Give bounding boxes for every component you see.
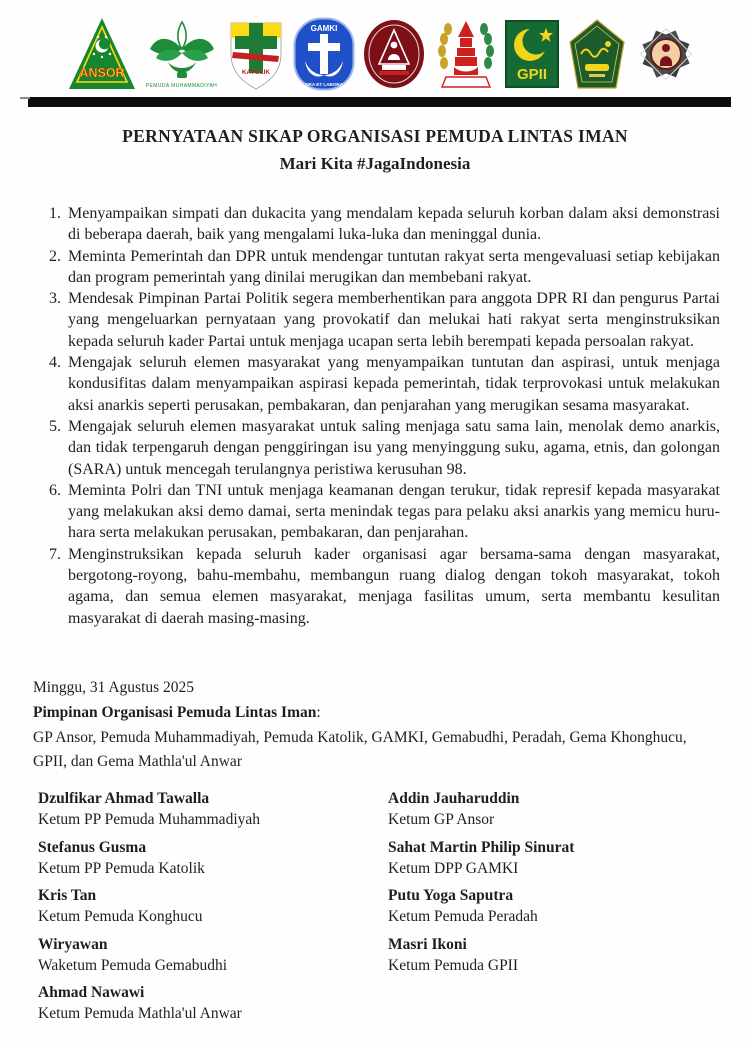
signatory-title: Ketum DPP GAMKI (388, 859, 519, 877)
signatory-title: Ketum Pemuda GPII (388, 956, 519, 974)
gpii-icon (505, 20, 559, 88)
pemuda-katolik-logo (227, 18, 285, 90)
statement-item-6: 6. Meminta Polri dan TNI untuk menjaga keamanan dengan terukur, tidak represif kepada masyarakat yang melakukan aksi demo damai, serta menindak tegas para pelaku aksi anarkis yang memicu huru-hara serta melakukan perusakan, pembakaran, dan penjarahan. (65, 480, 720, 544)
gemabudhi-icon (362, 18, 426, 90)
signatory-entry (38, 982, 388, 1024)
gema-mathlaul-anwar-logo (567, 18, 627, 90)
signatory-entry (388, 934, 710, 976)
signatory-name: Kris Tan (38, 887, 97, 904)
signatory-title: Waketum Pemuda Gemabudhi (38, 956, 228, 974)
gema-khonghucu-logo (634, 19, 698, 89)
gema-khonghucu-icon (634, 19, 698, 89)
signatory-entry (388, 788, 710, 830)
organization-list: GP Ansor, Pemuda Muhammadiyah, Pemuda Katolik, GAMKI, Gemabudhi, Peradah, Gema Khonghucu, GPII, dan Gema Mathla'ul Anwar (33, 729, 687, 770)
gpii-logo (505, 20, 559, 88)
peradah-logo (434, 17, 498, 91)
signatures-section (38, 788, 710, 1031)
page-title: PERNYATAAN SIKAP ORGANISASI PEMUDA LINTAS IMAN (122, 126, 628, 146)
signatory-name: Putu Yoga Saputra (388, 887, 514, 904)
gp-ansor-icon (68, 16, 136, 92)
statement-item-1: 1. Menyampaikan simpati dan dukacita yang mendalam kepada seluruh korban dalam aksi demonstrasi di beberapa daerah, baik yang mengalami luka-luka dan meninggal dunia. (65, 203, 720, 246)
pemuda-muhammadiyah-icon (144, 20, 220, 82)
statement-list (34, 203, 720, 629)
svg-text:GAMKI: GAMKI (310, 24, 337, 33)
leadership-heading: Pimpinan Organisasi Pemuda Lintas Iman (33, 704, 317, 721)
svg-text:KATOLIK: KATOLIK (241, 69, 271, 76)
signatory-name: Masri Ikoni (388, 935, 467, 953)
signatory-name: Ahmad Nawawi (38, 984, 145, 1001)
signatory-name: Addin Jauharuddin (388, 790, 520, 807)
organization-logo-row (68, 12, 698, 96)
statement-date: Minggu, 31 Agustus 2025 (33, 679, 195, 696)
pemuda-muhammadiyah-logo (144, 20, 220, 89)
statement-item-2: 2. Meminta Pemerintah dan DPR untuk mendengar tuntutan rakyat serta mengevaluasi setiap kebijakan dan program pemerintah yang dinilai merugikan dan membebani rakyat. (65, 246, 720, 289)
gemabudhi-logo (362, 18, 426, 90)
svg-text:ANSOR: ANSOR (79, 66, 125, 80)
signatory-title: Ketum Pemuda Mathla'ul Anwar (38, 1005, 242, 1022)
statement-item-5: 5. Mengajak seluruh elemen masyarakat untuk saling menjaga satu sama lain, menolak demo anarkis, dan tidak terpengaruh dengan penggiringan isu yang menyinggung suku, agama, etnis, dan golongan (SARA) untuk mencegah terulangnya peristiwa kerusuhan 98. (65, 416, 720, 480)
signatory-title: Ketum PP Pemuda Katolik (38, 859, 205, 877)
title-block (0, 124, 750, 176)
header-divider-bar (28, 97, 731, 107)
signatory-name: Sahat Martin Philip Sinurat (388, 838, 575, 856)
page-subtitle: Mari Kita #JagaIndonesia (279, 154, 471, 173)
signatory-title: Ketum Pemuda Peradah (388, 908, 538, 925)
leadership-section (33, 701, 720, 774)
gp-ansor-logo (68, 16, 136, 92)
signatory-title: Ketum PP Pemuda Muhammadiyah (38, 811, 261, 828)
signatory-entry (38, 788, 388, 830)
signatory-name: Dzulfikar Ahmad Tawalla (38, 790, 210, 807)
gamki-icon (293, 17, 355, 91)
statement-item-7: 7. Menginstruksikan kepada seluruh kader organisasi agar bersama-sama dengan masyarakat, bergotong-royong, bahu-membahu, membangun ruang dialog dengan tokoh masyarakat, tokoh agama, dan semua elemen masyarakat, menjaga fasilitas umum, serta membantu kesulitan masyarakat di daerah masing-masing. (65, 544, 720, 629)
signatory-name: Wiryawan (38, 935, 108, 953)
gamki-logo (293, 17, 355, 91)
pemuda-katolik-icon (227, 18, 285, 90)
signatory-entry (38, 837, 388, 879)
signatory-title: Ketum Pemuda Konghucu (38, 908, 203, 925)
pemuda-muhammadiyah-label: PEMUDA MUHAMMADIYAH (145, 82, 218, 89)
peradah-icon (434, 17, 498, 91)
gema-mathlaul-anwar-icon (567, 18, 627, 90)
signatory-entry (38, 934, 388, 976)
signatory-entry (388, 885, 710, 927)
statement-item-3: 3. Mendesak Pimpinan Partai Politik segera memberhentikan para anggota DPR RI dan pengurus Partai yang mengeluarkan pernyataan yang provokatif dan melukai hati rakyat serta menginstruksikan kepada seluruh kader Partai untuk menjaga ucapan serta lebih berempati kepada persoalan rakyat. (65, 288, 720, 352)
signatory-title: Ketum GP Ansor (388, 811, 495, 828)
signatory-entry (38, 885, 388, 927)
leadership-heading-colon: : (316, 704, 321, 721)
svg-text:GPII: GPII (516, 66, 548, 83)
signatory-entry-empty (388, 982, 710, 1024)
signatory-entry (388, 837, 710, 879)
statement-item-4: 4. Mengajak seluruh elemen masyarakat yang menyampaikan tuntutan dan aspirasi, untuk menjaga kondusifitas dalam menyampaikan aspirasi kepada pemerintah, tidak terprovokasi untuk melakukan aksi anarkis seperti perusakan, pembakaran, dan penjarahan yang merugikan sesama masyarakat. (65, 352, 720, 416)
signatory-name: Stefanus Gusma (38, 838, 147, 856)
svg-text:ORA ET LABORA: ORA ET LABORA (304, 82, 343, 87)
